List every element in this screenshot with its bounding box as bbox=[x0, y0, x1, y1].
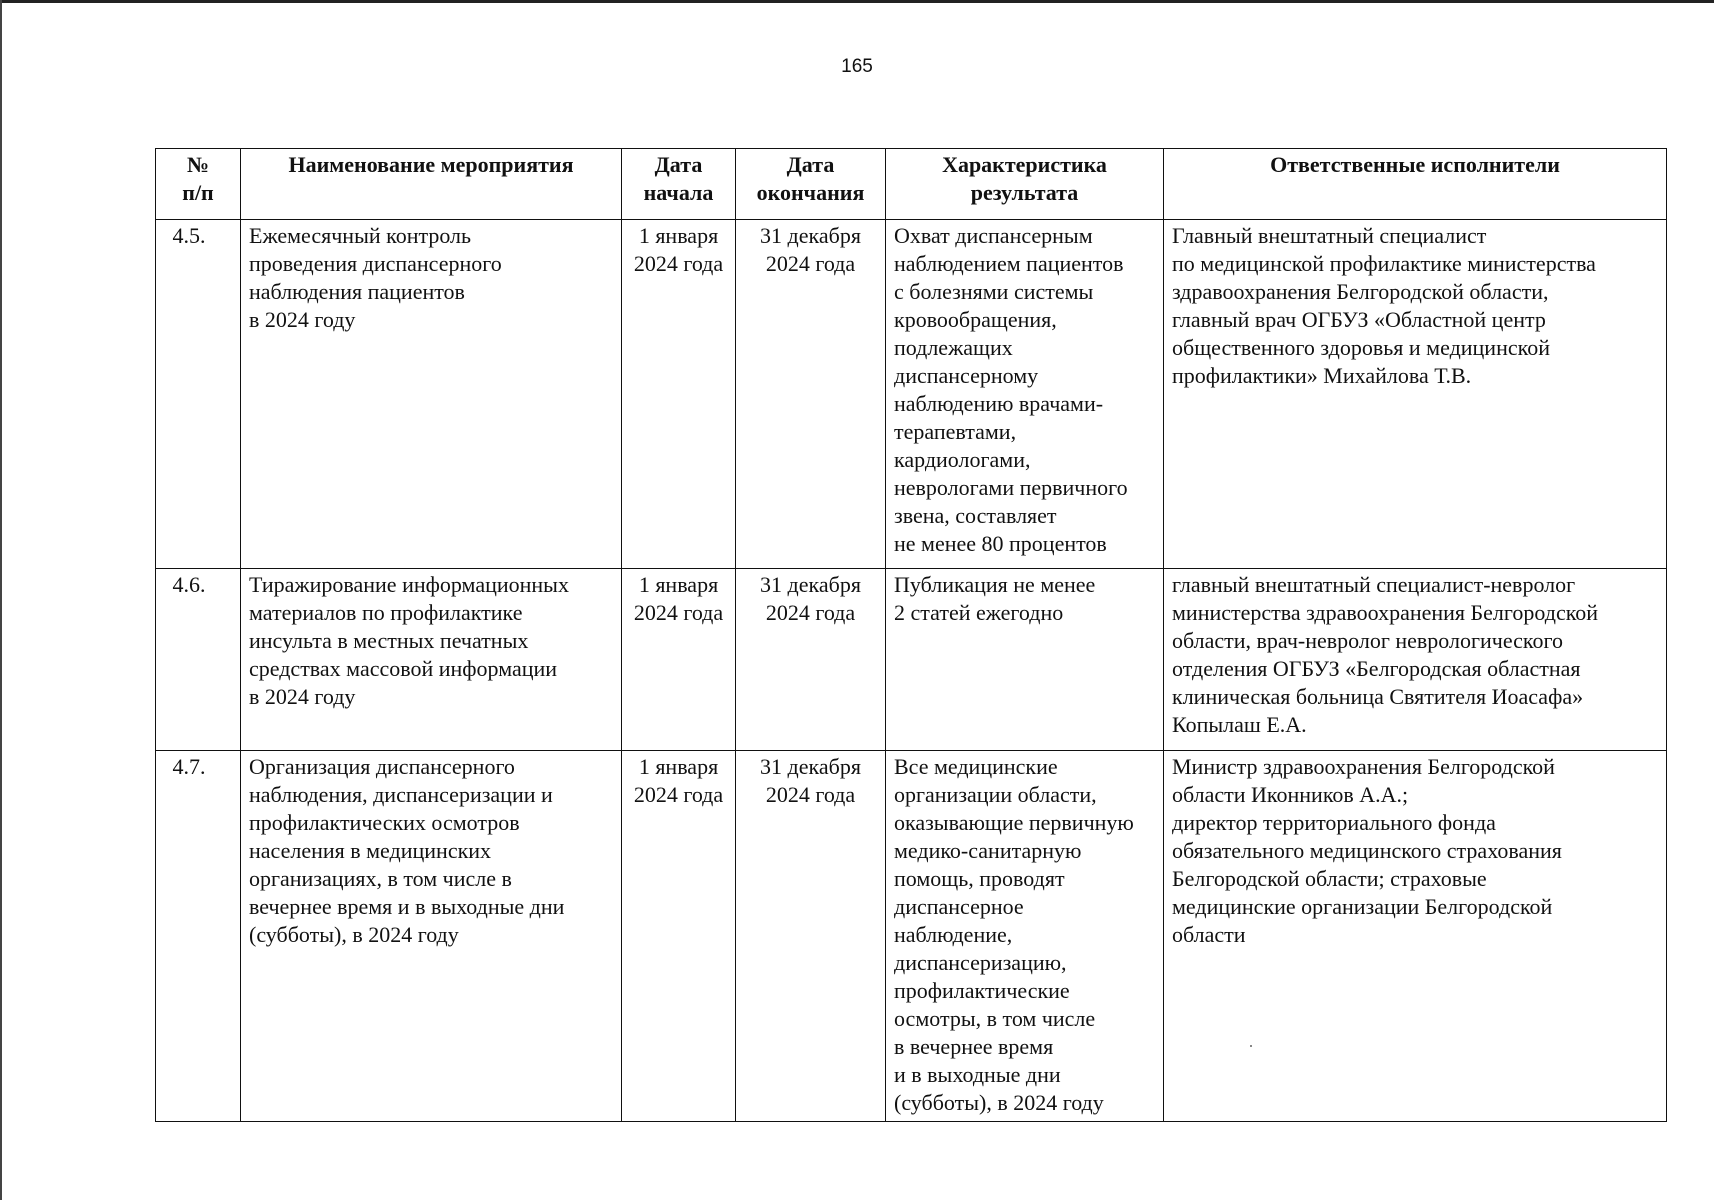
header-result: Характеристика результата bbox=[886, 149, 1164, 220]
result-description: Публикация не менее 2 статей ежегодно bbox=[886, 569, 1164, 751]
header-activity-name: Наименование мероприятия bbox=[241, 149, 622, 220]
result-description: Все медицинские организации области, оказывающие первичную медико-санитарную помощь, проводят диспансерное наблюдение, диспансеризацию, профилактические осмотры, в том числе в вечернее время и в выходные дни (субботы), в 2024 году bbox=[886, 751, 1164, 1122]
page-number: 165 bbox=[841, 56, 873, 77]
table-row bbox=[156, 569, 1667, 751]
activity-name: Организация диспансерного наблюдения, диспансеризации и профилактических осмотров населения в медицинских организациях, в том числе в вечернее время и в выходные дни (субботы), в 2024 году bbox=[241, 751, 622, 1122]
result-description: Охват диспансерным наблюдением пациентов с болезнями системы кровообращения, подлежащих диспансерному наблюдению врачами- терапевтами, кардиологами, неврологами первичного звена, составляет не менее 80 процентов bbox=[886, 220, 1164, 569]
start-date: 1 января 2024 года bbox=[622, 220, 736, 569]
activity-name: Тиражирование информационных материалов по профилактике инсульта в местных печатных средствах массовой информации в 2024 году bbox=[241, 569, 622, 751]
table-row bbox=[156, 220, 1667, 569]
start-date: 1 января 2024 года bbox=[622, 569, 736, 751]
header-number: № п/п bbox=[156, 149, 241, 220]
header-responsible: Ответственные исполнители bbox=[1164, 149, 1667, 220]
responsible-persons: Главный внештатный специалист по медицинской профилактике министерства здравоохранения Белгородской области, главный врач ОГБУЗ «Областной центр общественного здоровья и медицинской профилактики» Михайлова Т.В. bbox=[1164, 220, 1667, 569]
responsible-persons: Министр здравоохранения Белгородской области Иконников А.А.; директор территориального фонда обязательного медицинского страхования Белгородской области; страховые медицинские организации Белгородской области bbox=[1164, 751, 1667, 1122]
scan-border-left bbox=[0, 0, 2, 1200]
activities-table bbox=[155, 148, 1667, 1122]
header-end-date: Дата окончания bbox=[736, 149, 886, 220]
end-date: 31 декабря 2024 года bbox=[736, 751, 886, 1122]
header-start-date: Дата начала bbox=[622, 149, 736, 220]
table-row bbox=[156, 751, 1667, 1122]
row-number: 4.6. bbox=[156, 569, 241, 751]
row-number: 4.5. bbox=[156, 220, 241, 569]
row-number: 4.7. bbox=[156, 751, 241, 1122]
start-date: 1 января 2024 года bbox=[622, 751, 736, 1122]
end-date: 31 декабря 2024 года bbox=[736, 220, 886, 569]
end-date: 31 декабря 2024 года bbox=[736, 569, 886, 751]
responsible-persons: главный внештатный специалист-невролог министерства здравоохранения Белгородской области, врач-невролог неврологического отделения ОГБУЗ «Белгородская областная клиническая больница Святителя Иоасафа» Копылаш Е.А. bbox=[1164, 569, 1667, 751]
table-header-row bbox=[156, 149, 1667, 220]
scan-speck bbox=[1250, 1045, 1252, 1047]
scan-border-top bbox=[0, 0, 1714, 3]
activity-name: Ежемесячный контроль проведения диспансерного наблюдения пациентов в 2024 году bbox=[241, 220, 622, 569]
